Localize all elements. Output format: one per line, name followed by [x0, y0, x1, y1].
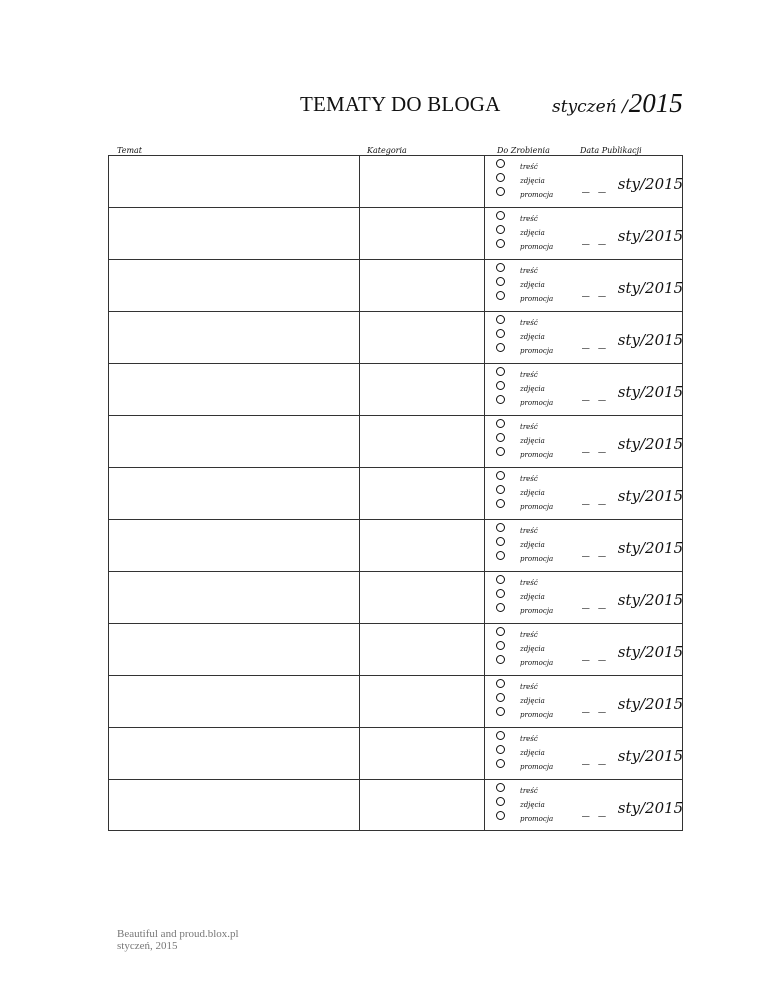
row-divider [108, 519, 683, 520]
checklist-label: treść [520, 267, 538, 275]
publish-date[interactable] [582, 695, 683, 713]
checklist-label: treść [520, 475, 538, 483]
category-cell[interactable] [365, 785, 479, 825]
publish-date[interactable] [582, 539, 683, 557]
day-blank: _ _ [582, 383, 608, 401]
topic-cell[interactable] [114, 161, 354, 201]
month-label: styczeń / [552, 97, 628, 117]
checklist-label: treść [520, 215, 538, 223]
checklist-label: zdjęcia [520, 333, 545, 341]
checkbox-photos[interactable] [496, 693, 505, 702]
checkbox-content[interactable] [496, 575, 505, 584]
publish-date[interactable] [582, 279, 683, 297]
checkbox-photos[interactable] [496, 173, 505, 182]
category-cell[interactable] [365, 369, 479, 409]
month-year-text: sty/2015 [617, 591, 684, 609]
category-cell[interactable] [365, 161, 479, 201]
checkbox-photos[interactable] [496, 537, 505, 546]
publish-date[interactable] [582, 747, 683, 765]
checklist-label: zdjęcia [520, 489, 545, 497]
checklist-label: zdjęcia [520, 697, 545, 705]
day-blank: _ _ [582, 487, 608, 505]
checkbox-photos[interactable] [496, 797, 505, 806]
month-year-text: sty/2015 [617, 799, 684, 817]
topic-cell[interactable] [114, 265, 354, 305]
table-row [108, 363, 683, 415]
publish-date[interactable] [582, 591, 683, 609]
row-divider [108, 571, 683, 572]
topic-cell[interactable] [114, 317, 354, 357]
checklist-label: promocja [520, 451, 554, 459]
footer-date: styczeń, 2015 [117, 940, 178, 952]
checkbox-promotion[interactable] [496, 603, 505, 612]
month-year-heading [552, 88, 683, 119]
topic-cell[interactable] [114, 421, 354, 461]
checkbox-content[interactable] [496, 731, 505, 740]
checkbox-photos[interactable] [496, 589, 505, 598]
month-year-text: sty/2015 [617, 643, 684, 661]
checkbox-photos[interactable] [496, 225, 505, 234]
table-row [108, 155, 683, 207]
checklist-label: zdjęcia [520, 229, 545, 237]
publish-date[interactable] [582, 227, 683, 245]
publish-date[interactable] [582, 331, 683, 349]
checkbox-promotion[interactable] [496, 239, 505, 248]
table-row [108, 571, 683, 623]
checkbox-photos[interactable] [496, 641, 505, 650]
checklist-label: treść [520, 423, 538, 431]
month-year-text: sty/2015 [617, 279, 684, 297]
row-divider [108, 207, 683, 208]
row-divider [108, 675, 683, 676]
day-blank: _ _ [582, 695, 608, 713]
table-row [108, 727, 683, 779]
checklist-label: treść [520, 631, 538, 639]
topic-cell[interactable] [114, 577, 354, 617]
checkbox-promotion[interactable] [496, 811, 505, 820]
checklist-label: promocja [520, 295, 554, 303]
checkbox-promotion[interactable] [496, 707, 505, 716]
column-header-todo: Do Zrobienia [497, 146, 550, 155]
footer [117, 928, 239, 952]
topic-cell[interactable] [114, 629, 354, 669]
day-blank: _ _ [582, 227, 608, 245]
category-cell[interactable] [365, 265, 479, 305]
topic-cell[interactable] [114, 525, 354, 565]
checkbox-promotion[interactable] [496, 447, 505, 456]
month-year-text: sty/2015 [617, 695, 684, 713]
day-blank: _ _ [582, 643, 608, 661]
month-year-text: sty/2015 [617, 747, 684, 765]
checklist-label: zdjęcia [520, 177, 545, 185]
row-divider [108, 623, 683, 624]
checklist-label: treść [520, 735, 538, 743]
category-cell[interactable] [365, 577, 479, 617]
checkbox-content[interactable] [496, 211, 505, 220]
checkbox-promotion[interactable] [496, 187, 505, 196]
checklist-label: promocja [520, 555, 554, 563]
checkbox-promotion[interactable] [496, 759, 505, 768]
month-year-text: sty/2015 [617, 331, 684, 349]
checkbox-photos[interactable] [496, 433, 505, 442]
publish-date[interactable] [582, 799, 683, 817]
checkbox-promotion[interactable] [496, 551, 505, 560]
publish-date[interactable] [582, 175, 683, 193]
category-cell[interactable] [365, 681, 479, 721]
checklist-label: zdjęcia [520, 645, 545, 653]
row-divider [108, 363, 683, 364]
checkbox-promotion[interactable] [496, 499, 505, 508]
checkbox-photos[interactable] [496, 329, 505, 338]
checklist-label: promocja [520, 659, 554, 667]
category-cell[interactable] [365, 525, 479, 565]
publish-date[interactable] [582, 643, 683, 661]
category-cell[interactable] [365, 733, 479, 773]
month-year-text: sty/2015 [617, 539, 684, 557]
checkbox-content[interactable] [496, 627, 505, 636]
month-year-text: sty/2015 [617, 227, 684, 245]
day-blank: _ _ [582, 175, 608, 193]
checkbox-content[interactable] [496, 315, 505, 324]
checklist-label: zdjęcia [520, 437, 545, 445]
table-row [108, 311, 683, 363]
checkbox-content[interactable] [496, 159, 505, 168]
checkbox-promotion[interactable] [496, 343, 505, 352]
day-blank: _ _ [582, 591, 608, 609]
checklist-label: promocja [520, 815, 554, 823]
checkbox-photos[interactable] [496, 277, 505, 286]
month-year-text: sty/2015 [617, 487, 684, 505]
table-row [108, 467, 683, 519]
table-row [108, 675, 683, 727]
row-divider [108, 467, 683, 468]
checkbox-content[interactable] [496, 679, 505, 688]
month-year-text: sty/2015 [617, 383, 684, 401]
table-row [108, 415, 683, 467]
year-label: 2015 [628, 88, 683, 118]
row-divider [108, 311, 683, 312]
checklist-label: promocja [520, 243, 554, 251]
table-row [108, 259, 683, 311]
publish-date[interactable] [582, 487, 683, 505]
checklist-label: promocja [520, 503, 554, 511]
checklist-label: zdjęcia [520, 593, 545, 601]
checkbox-content[interactable] [496, 367, 505, 376]
checklist-label: promocja [520, 763, 554, 771]
row-divider [108, 727, 683, 728]
checkbox-promotion[interactable] [496, 291, 505, 300]
topic-cell[interactable] [114, 733, 354, 773]
month-year-text: sty/2015 [617, 175, 684, 193]
checkbox-content[interactable] [496, 263, 505, 272]
checklist-label: treść [520, 527, 538, 535]
checklist-label: zdjęcia [520, 749, 545, 757]
row-divider [108, 415, 683, 416]
category-cell[interactable] [365, 473, 479, 513]
column-header-topic: Temat [117, 146, 143, 155]
checklist-label: zdjęcia [520, 281, 545, 289]
day-blank: _ _ [582, 331, 608, 349]
category-cell[interactable] [365, 629, 479, 669]
day-blank: _ _ [582, 279, 608, 297]
row-divider [108, 259, 683, 260]
day-blank: _ _ [582, 747, 608, 765]
category-cell[interactable] [365, 421, 479, 461]
checkbox-content[interactable] [496, 419, 505, 428]
checklist-label: zdjęcia [520, 541, 545, 549]
checkbox-promotion[interactable] [496, 395, 505, 404]
topic-cell[interactable] [114, 785, 354, 825]
checklist-label: treść [520, 163, 538, 171]
checklist-label: treść [520, 683, 538, 691]
table-row [108, 207, 683, 259]
checklist-label: promocja [520, 347, 554, 355]
category-cell[interactable] [365, 317, 479, 357]
checklist-label: promocja [520, 711, 554, 719]
column-header-publish-date: Data Publikacji [580, 146, 642, 155]
column-header-category: Kategoria [367, 146, 407, 155]
checklist-label: promocja [520, 191, 554, 199]
publish-date[interactable] [582, 383, 683, 401]
checklist-label: treść [520, 319, 538, 327]
day-blank: _ _ [582, 435, 608, 453]
topic-cell[interactable] [114, 213, 354, 253]
checklist-label: treść [520, 371, 538, 379]
checkbox-photos[interactable] [496, 745, 505, 754]
checklist-label: treść [520, 579, 538, 587]
table-row [108, 519, 683, 571]
checklist-label: promocja [520, 607, 554, 615]
planner-table [108, 155, 683, 832]
checklist-label: zdjęcia [520, 801, 545, 809]
checkbox-content[interactable] [496, 523, 505, 532]
table-row [108, 623, 683, 675]
day-blank: _ _ [582, 799, 608, 817]
month-year-text: sty/2015 [617, 435, 684, 453]
category-cell[interactable] [365, 213, 479, 253]
topic-cell[interactable] [114, 369, 354, 409]
table-row [108, 779, 683, 831]
checkbox-content[interactable] [496, 783, 505, 792]
checkbox-photos[interactable] [496, 485, 505, 494]
checkbox-promotion[interactable] [496, 655, 505, 664]
day-blank: _ _ [582, 539, 608, 557]
page-title: TEMATY DO BLOGA [300, 92, 501, 116]
topic-cell[interactable] [114, 473, 354, 513]
checklist-label: zdjęcia [520, 385, 545, 393]
checklist-label: promocja [520, 399, 554, 407]
checklist-label: treść [520, 787, 538, 795]
footer-site: Beautiful and proud.blox.pl [117, 928, 239, 940]
checkbox-content[interactable] [496, 471, 505, 480]
checkbox-photos[interactable] [496, 381, 505, 390]
topic-cell[interactable] [114, 681, 354, 721]
publish-date[interactable] [582, 435, 683, 453]
row-divider [108, 779, 683, 780]
